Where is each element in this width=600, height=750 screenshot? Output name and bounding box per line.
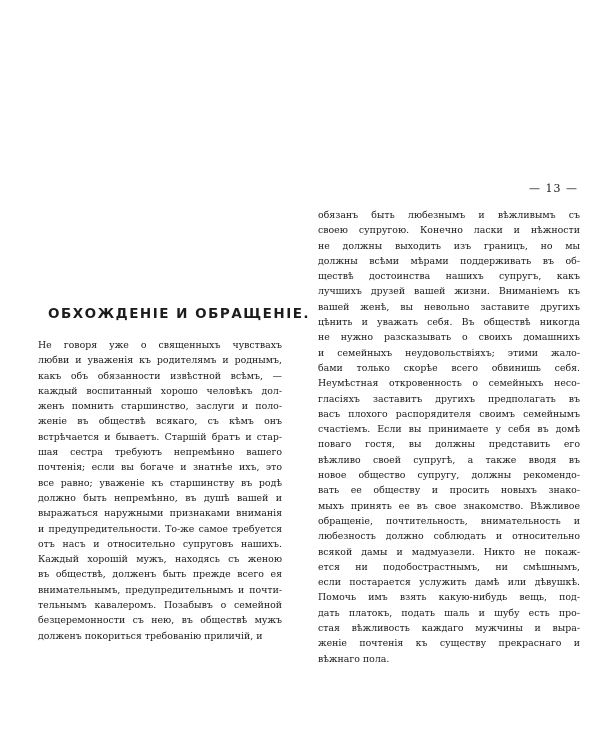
text-line: дать платокъ, подать шаль и шубу есть про- bbox=[318, 607, 580, 619]
text-line: любезность должно соблюдать и относительно bbox=[318, 531, 580, 543]
text-line: въ обществѣ, долженъ быть прежде всего ея bbox=[38, 569, 282, 581]
text-line: поваго гостя, вы должны представить его bbox=[318, 439, 580, 451]
text-line: долженъ покориться требованію приличій, и bbox=[38, 630, 263, 642]
text-line: не должны выходить изъ границъ, но мы bbox=[318, 240, 580, 252]
text-line: вѣжнаго пола. bbox=[318, 653, 390, 665]
text-line: должны всѣми мѣрами поддерживать въ об- bbox=[318, 255, 580, 267]
text-line: бами только скорѣе всего обвинишь себя. bbox=[318, 362, 580, 374]
text-line: цѣнить и уважать себя. Въ обществѣ никогда bbox=[318, 317, 580, 329]
text-line: мыхъ принять ее въ свое знакомство. Вѣжливое bbox=[318, 500, 580, 512]
text-line: и предупредительности. То-же самое требуется bbox=[38, 523, 282, 535]
text-line: женіе почтенія къ существу прекраснаго и bbox=[318, 638, 580, 650]
text-line: новое общество супругу, должны рекомендо- bbox=[318, 470, 580, 482]
right-page bbox=[300, 0, 600, 750]
text-line: почтенія; если вы богаче и знатнѣе ихъ, это bbox=[38, 462, 282, 474]
text-line: шая сестра требуютъ непремѣнно вашего bbox=[38, 447, 282, 459]
text-line: обращеніе, почтительность, внимательность и bbox=[318, 515, 580, 527]
text-line: Каждый хорошій мужъ, находясь съ женою bbox=[38, 554, 282, 566]
text-line: Помочь имъ взять какую-нибудь вещь, под- bbox=[318, 592, 580, 604]
text-line: не нужно разсказывать о своихъ домашнихъ bbox=[318, 332, 580, 344]
text-line: и семейныхъ неудовольствіяхъ; этими жало- bbox=[318, 347, 580, 359]
text-line: вашей женѣ, вы невольно заставите другихъ bbox=[318, 301, 580, 313]
text-line: внимательнымъ, предупредительнымъ и почти- bbox=[38, 584, 282, 596]
text-line: васъ плохого распорядителя своимъ семейнымъ bbox=[318, 408, 580, 420]
text-line: безцеремонности съ нею, въ обществѣ мужъ bbox=[38, 615, 282, 627]
text-line: какъ объ обязанности извѣстной всѣмъ, — bbox=[38, 370, 282, 382]
text-line: счастіемъ. Если вы принимаете у себя въ домѣ bbox=[318, 424, 580, 436]
section-heading: ОБХОЖДЕНІЕ И ОБРАЩЕНІЕ. bbox=[48, 306, 311, 322]
text-line: встрѣчается и бываетъ. Старшій братъ и стар- bbox=[38, 431, 282, 443]
text-line: любви и уваженія къ родителямъ и роднымъ, bbox=[38, 355, 282, 367]
text-line: обязанъ быть любезнымъ и вѣжливымъ съ bbox=[318, 210, 580, 221]
left-text-column bbox=[38, 338, 282, 644]
text-line: если постарается услужить дамѣ или дѣвушкѣ. bbox=[318, 577, 580, 589]
page-number: — 13 — bbox=[529, 182, 578, 195]
text-line: лучшихъ друзей вашей жизни. Вниманіемъ къ bbox=[318, 286, 580, 298]
text-line: вѣжливо своей супругѣ, а также вводя въ bbox=[318, 454, 580, 466]
text-line: всякой дамы и мадмуазели. Никто не покаж- bbox=[318, 546, 580, 558]
text-line: женіе въ обществѣ всякаго, съ кѣмъ онъ bbox=[38, 416, 282, 428]
text-line: стая вѣжливость каждаго мужчины и выра- bbox=[318, 623, 580, 635]
text-line: каждый воспитанный хорошо человѣкъ дол- bbox=[38, 385, 282, 397]
text-line: Не говоря уже о священныхъ чувствахъ bbox=[38, 340, 282, 351]
text-line: вать ее обществу и просить новыхъ знако- bbox=[318, 485, 580, 497]
text-line: ется ни подобострастнымъ, ни смѣшнымъ, bbox=[318, 561, 580, 573]
text-line: женъ помнить старшинство, заслуги и поло- bbox=[38, 401, 282, 413]
text-line: тельнымъ кавалеромъ. Позабывъ о семейной bbox=[38, 600, 282, 612]
right-text-column bbox=[318, 208, 580, 667]
text-line: гласіяхъ заставитъ другихъ предполагать въ bbox=[318, 393, 580, 405]
text-line: все равно; уваженіе къ старшинству въ родѣ bbox=[38, 477, 282, 489]
text-line: ществѣ достоинства нашихъ супругъ, какъ bbox=[318, 271, 580, 283]
text-line: выражаться наружными признаками вниманія bbox=[38, 508, 282, 520]
text-line: отъ насъ и относительно супруговъ нашихъ. bbox=[38, 538, 282, 550]
text-line: Неумѣстная откровенность о семейныхъ несо- bbox=[318, 378, 580, 390]
text-line: своею супругою. Конечно ласки и нѣжности bbox=[318, 225, 580, 237]
text-line: должно быть непремѣнно, въ душѣ вашей и bbox=[38, 492, 282, 504]
